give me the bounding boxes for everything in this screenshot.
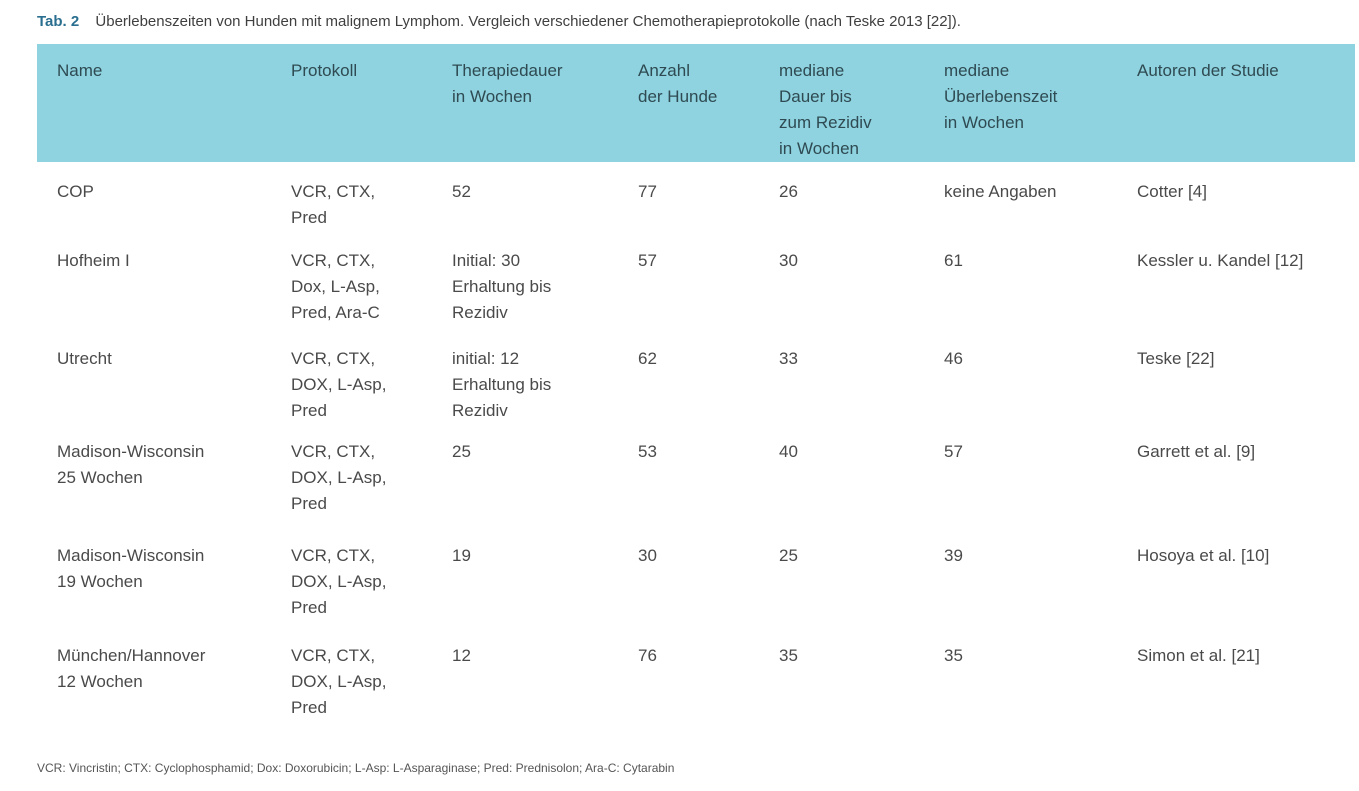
header-col-autoren [1117, 44, 1355, 162]
cell-text: München/Hannover [57, 646, 206, 665]
table-body [37, 162, 1355, 726]
header-col-anzahl [618, 44, 759, 162]
cell-text: Pred [291, 598, 327, 617]
table-cell-col-name [37, 341, 271, 437]
cell-text: Garrett et al. [9] [1137, 442, 1256, 461]
table-cell-col-name [37, 240, 271, 341]
cell-text: Teske [22] [1137, 349, 1215, 368]
cell-text: 35 [779, 646, 798, 665]
table-cell-col-ueberlebenszeit [924, 539, 1117, 638]
cell-text: 40 [779, 442, 798, 461]
cell-text: 30 [779, 251, 798, 270]
cell-text: VCR, CTX, [291, 646, 376, 665]
cell-text: 25 Wochen [57, 468, 143, 487]
table-cell-col-anzahl [618, 341, 759, 437]
header-text: mediane [779, 61, 845, 80]
cell-text: 26 [779, 182, 798, 201]
cell-text: Rezidiv [452, 303, 508, 322]
cell-text: Pred, Ara-C [291, 303, 380, 322]
table-cell-col-autoren [1117, 240, 1355, 341]
table-cell-col-therapiedauer [432, 437, 618, 539]
cell-text: VCR, CTX, [291, 442, 376, 461]
cell-text: Pred [291, 494, 327, 513]
cell-text: VCR, CTX, [291, 349, 376, 368]
cell-text: Hosoya et al. [10] [1137, 546, 1270, 565]
table-cell-col-rezidiv [759, 341, 924, 437]
header-text: Protokoll [291, 61, 358, 80]
header-text: mediane [944, 61, 1010, 80]
cell-text: 25 [779, 546, 798, 565]
header-col-ueberlebenszeit [924, 44, 1117, 162]
table-cell-col-ueberlebenszeit [924, 437, 1117, 539]
cell-text: Simon et al. [21] [1137, 646, 1260, 665]
cell-text: 12 [452, 646, 471, 665]
table-cell-col-ueberlebenszeit [924, 240, 1117, 341]
table-caption-text: Überlebenszeiten von Hunden mit malignem Lymphom. Vergleich verschiedener Chemotherapieprotokolle (nach Teske 2013 [22]). [95, 13, 961, 30]
cell-text: 53 [638, 442, 657, 461]
table-cell-col-rezidiv [759, 437, 924, 539]
table-header [37, 44, 1355, 162]
table-cell-col-name [37, 539, 271, 638]
cell-text: VCR, CTX, [291, 251, 376, 270]
cell-text: initial: 12 [452, 349, 520, 368]
cell-text: 52 [452, 182, 471, 201]
table-cell-col-protokoll [271, 240, 432, 341]
cell-text: DOX, L-Asp, [291, 672, 387, 691]
cell-text: 12 Wochen [57, 672, 143, 691]
cell-text: DOX, L-Asp, [291, 375, 387, 394]
table-cell-col-therapiedauer [432, 341, 618, 437]
header-text: Dauer bis [779, 87, 852, 106]
cell-text: Erhaltung bis [452, 375, 552, 394]
table-cell-col-rezidiv [759, 240, 924, 341]
cell-text: 57 [638, 251, 657, 270]
header-text: in Wochen [779, 139, 860, 158]
table-cell-col-autoren [1117, 539, 1355, 638]
table-footnote: VCR: Vincristin; CTX: Cyclophosphamid; Dox: Doxorubicin; L-Asp: L-Asparaginase; Pred: Prednisolon; Ara-C: Cytarabin [37, 761, 675, 775]
table-cell-col-autoren [1117, 341, 1355, 437]
table-cell-col-name [37, 162, 271, 240]
table-header-row [37, 44, 1355, 162]
cell-text: 19 [452, 546, 471, 565]
data-table-container [37, 44, 1355, 726]
cell-text: 25 [452, 442, 471, 461]
table-cell-col-ueberlebenszeit [924, 638, 1117, 726]
cell-text: Madison-Wisconsin [57, 442, 205, 461]
table-row [37, 539, 1355, 638]
cell-text: Kessler u. Kandel [12] [1137, 251, 1304, 270]
cell-text: Hofheim I [57, 251, 130, 270]
table-row [37, 162, 1355, 240]
table-cell-col-autoren [1117, 638, 1355, 726]
cell-text: 62 [638, 349, 657, 368]
table-cell-col-rezidiv [759, 539, 924, 638]
table-cell-col-protokoll [271, 638, 432, 726]
table-cell-col-therapiedauer [432, 162, 618, 240]
table-cell-col-name [37, 638, 271, 726]
cell-text: Utrecht [57, 349, 112, 368]
table-cell-col-rezidiv [759, 638, 924, 726]
table-cell-col-therapiedauer [432, 539, 618, 638]
survival-table [37, 44, 1355, 726]
cell-text: Pred [291, 401, 327, 420]
table-cell-col-anzahl [618, 437, 759, 539]
table-cell-col-protokoll [271, 539, 432, 638]
cell-text: 77 [638, 182, 657, 201]
cell-text: VCR, CTX, [291, 546, 376, 565]
cell-text: 19 Wochen [57, 572, 143, 591]
cell-text: COP [57, 182, 94, 201]
table-row [37, 437, 1355, 539]
table-cell-col-anzahl [618, 638, 759, 726]
header-text: Anzahl [638, 61, 690, 80]
table-cell-col-anzahl [618, 539, 759, 638]
table-cell-col-protokoll [271, 162, 432, 240]
cell-text: Erhaltung bis [452, 277, 552, 296]
cell-text: Initial: 30 [452, 251, 521, 270]
header-text: Name [57, 61, 103, 80]
table-cell-col-protokoll [271, 437, 432, 539]
table-cell-col-anzahl [618, 162, 759, 240]
header-text: in Wochen [452, 87, 533, 106]
cell-text: Madison-Wisconsin [57, 546, 205, 565]
table-cell-col-name [37, 437, 271, 539]
table-row [37, 240, 1355, 341]
header-col-name [37, 44, 271, 162]
cell-text: DOX, L-Asp, [291, 572, 387, 591]
cell-text: keine Angaben [944, 182, 1057, 201]
header-text: Therapiedauer [452, 61, 563, 80]
cell-text: Pred [291, 208, 327, 227]
table-row [37, 638, 1355, 726]
table-caption-label: Tab. 2 [37, 13, 80, 30]
table-caption [37, 13, 961, 30]
cell-text: VCR, CTX, [291, 182, 376, 201]
header-text: zum Rezidiv [779, 113, 872, 132]
table-cell-col-protokoll [271, 341, 432, 437]
cell-text: DOX, L-Asp, [291, 468, 387, 487]
cell-text: 76 [638, 646, 657, 665]
header-text: der Hunde [638, 87, 718, 106]
table-cell-col-ueberlebenszeit [924, 162, 1117, 240]
header-text: Autoren der Studie [1137, 61, 1279, 80]
table-cell-col-ueberlebenszeit [924, 341, 1117, 437]
cell-text: Cotter [4] [1137, 182, 1207, 201]
cell-text: 30 [638, 546, 657, 565]
table-cell-col-anzahl [618, 240, 759, 341]
table-cell-col-rezidiv [759, 162, 924, 240]
table-row [37, 341, 1355, 437]
header-text: Überlebenszeit [944, 87, 1058, 106]
cell-text: Pred [291, 698, 327, 717]
table-cell-col-autoren [1117, 162, 1355, 240]
header-col-protokoll [271, 44, 432, 162]
table-cell-col-therapiedauer [432, 638, 618, 726]
cell-text: Rezidiv [452, 401, 508, 420]
table-cell-col-therapiedauer [432, 240, 618, 341]
cell-text: 35 [944, 646, 963, 665]
cell-text: 57 [944, 442, 963, 461]
table-cell-col-autoren [1117, 437, 1355, 539]
cell-text: 33 [779, 349, 798, 368]
header-col-therapiedauer [432, 44, 618, 162]
cell-text: 39 [944, 546, 963, 565]
cell-text: 46 [944, 349, 963, 368]
cell-text: Dox, L-Asp, [291, 277, 380, 296]
header-text: in Wochen [944, 113, 1025, 132]
header-col-rezidiv [759, 44, 924, 162]
cell-text: 61 [944, 251, 963, 270]
